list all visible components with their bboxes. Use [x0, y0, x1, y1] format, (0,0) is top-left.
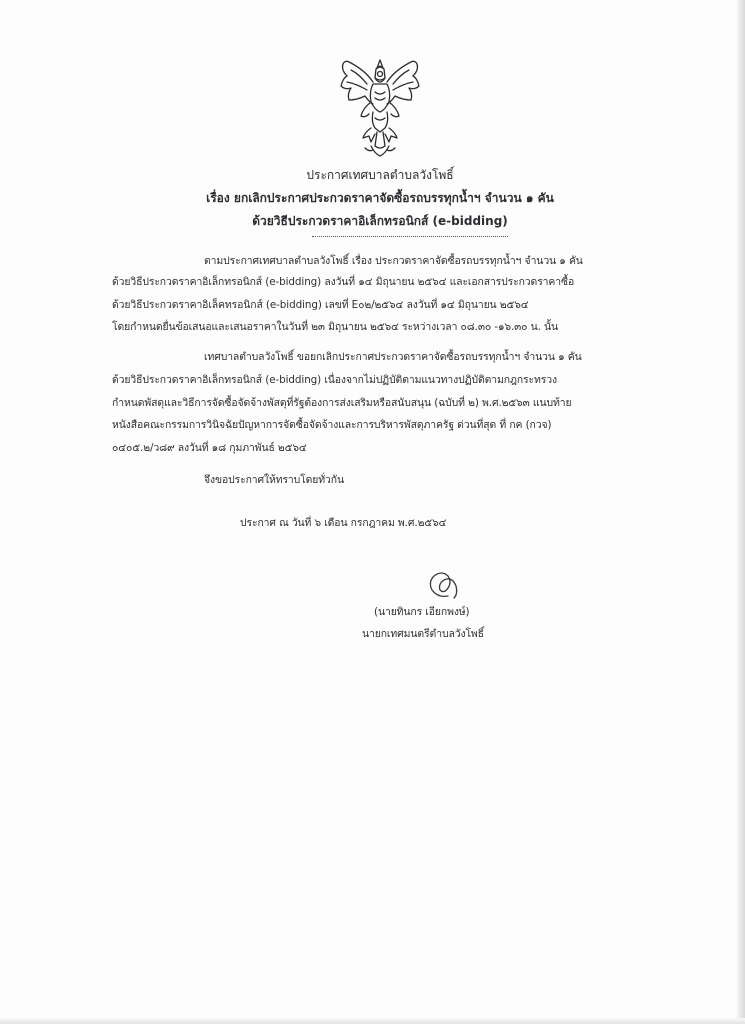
scan-bottom-shadow — [0, 1018, 745, 1024]
method-heading: ด้วยวิธีประกวดราคาอิเล็กทรอนิกส์ (e-bidding) — [252, 214, 508, 228]
subject-heading: เรื่อง ยกเลิกประกาศประกวดราคาจัดซื้อรถบรรทุกน้ำฯ จำนวน ๑ คัน — [206, 191, 554, 205]
body-line: กำหนดพัสดุและวิธีการจัดซื้อจัดจ้างพัสดุที่รัฐต้องการส่งเสริมหรือสนับสนุน (ฉบับที่ ๒) พ.ศ.๒๕๖๓ แนบท้าย — [112, 397, 572, 409]
body-line: ด้วยวิธีประกวดราคาอิเล็กทรอนิกส์ (e-bidding) ลงวันที่ ๑๔ มิถุนายน ๒๕๖๔ และเอกสารประกวดราคาซื้อ — [112, 276, 575, 288]
body-line: เทศบาลตำบลวังโพธิ์ ขอยกเลิกประกาศประกวดราคาจัดซื้อรถบรรทุกน้ำฯ จำนวน ๑ คัน — [204, 351, 582, 363]
scan-edge-shadow — [737, 0, 745, 1024]
body-line: ด้วยวิธีประกวดราคาอิเล็กทรอนิกส์ (e-bidding) เนื่องจากไม่ปฏิบัติตามแนวทางปฏิบัติตามกฎกระทรวง — [112, 374, 557, 386]
signer-name: (นายทินกร เอียกพงษ์) — [374, 606, 470, 618]
body-line: ๐๔๐๕.๒/ว๘๙ ลงวันที่ ๑๘ กุมภาพันธ์ ๒๕๖๔ — [112, 442, 307, 454]
body-line: ด้วยวิธีประกวดราคาอิเล็คทรอนิกส์ (e-bidding) เลขที่ E๐๒/๒๕๖๔ ลงวันที่ ๑๔ มิถุนายน ๒๕๖๔ — [112, 299, 529, 311]
signer-title: นายกเทศมนตรีตำบลวังโพธิ์ — [362, 628, 484, 640]
body-line: หนังสือคณะกรรมการวินิจฉัยปัญหาการจัดซื้อจัดจ้างและการบริหารพัสดุภาครัฐ ด่วนที่สุด ที่ กค (กวจ) — [112, 419, 552, 431]
announcement-date: ประกาศ ณ วันที่ ๖ เดือน กรกฎาคม พ.ศ.๒๕๖๔ — [240, 517, 447, 529]
signature-icon — [418, 566, 466, 602]
heading-divider — [312, 236, 508, 237]
garuda-emblem-icon — [335, 56, 425, 160]
body-line: โดยกำหนดยื่นข้อเสนอและเสนอราคาในวันที่ ๒๓ มิถุนายน ๒๕๖๔ ระหว่างเวลา ๐๘.๓๐ -๑๖.๓๐ น. นั้น — [112, 321, 559, 333]
body-line: ตามประกาศเทศบาลตำบลวังโพธิ์ เรื่อง ประกวดราคาจัดซื้อรถบรรทุกน้ำฯ จำนวน ๑ คัน — [204, 255, 583, 267]
issuer-heading: ประกาศเทศบาลตำบลวังโพธิ์ — [306, 168, 454, 182]
closing-statement: จึงขอประกาศให้ทราบโดยทั่วกัน — [204, 474, 344, 486]
